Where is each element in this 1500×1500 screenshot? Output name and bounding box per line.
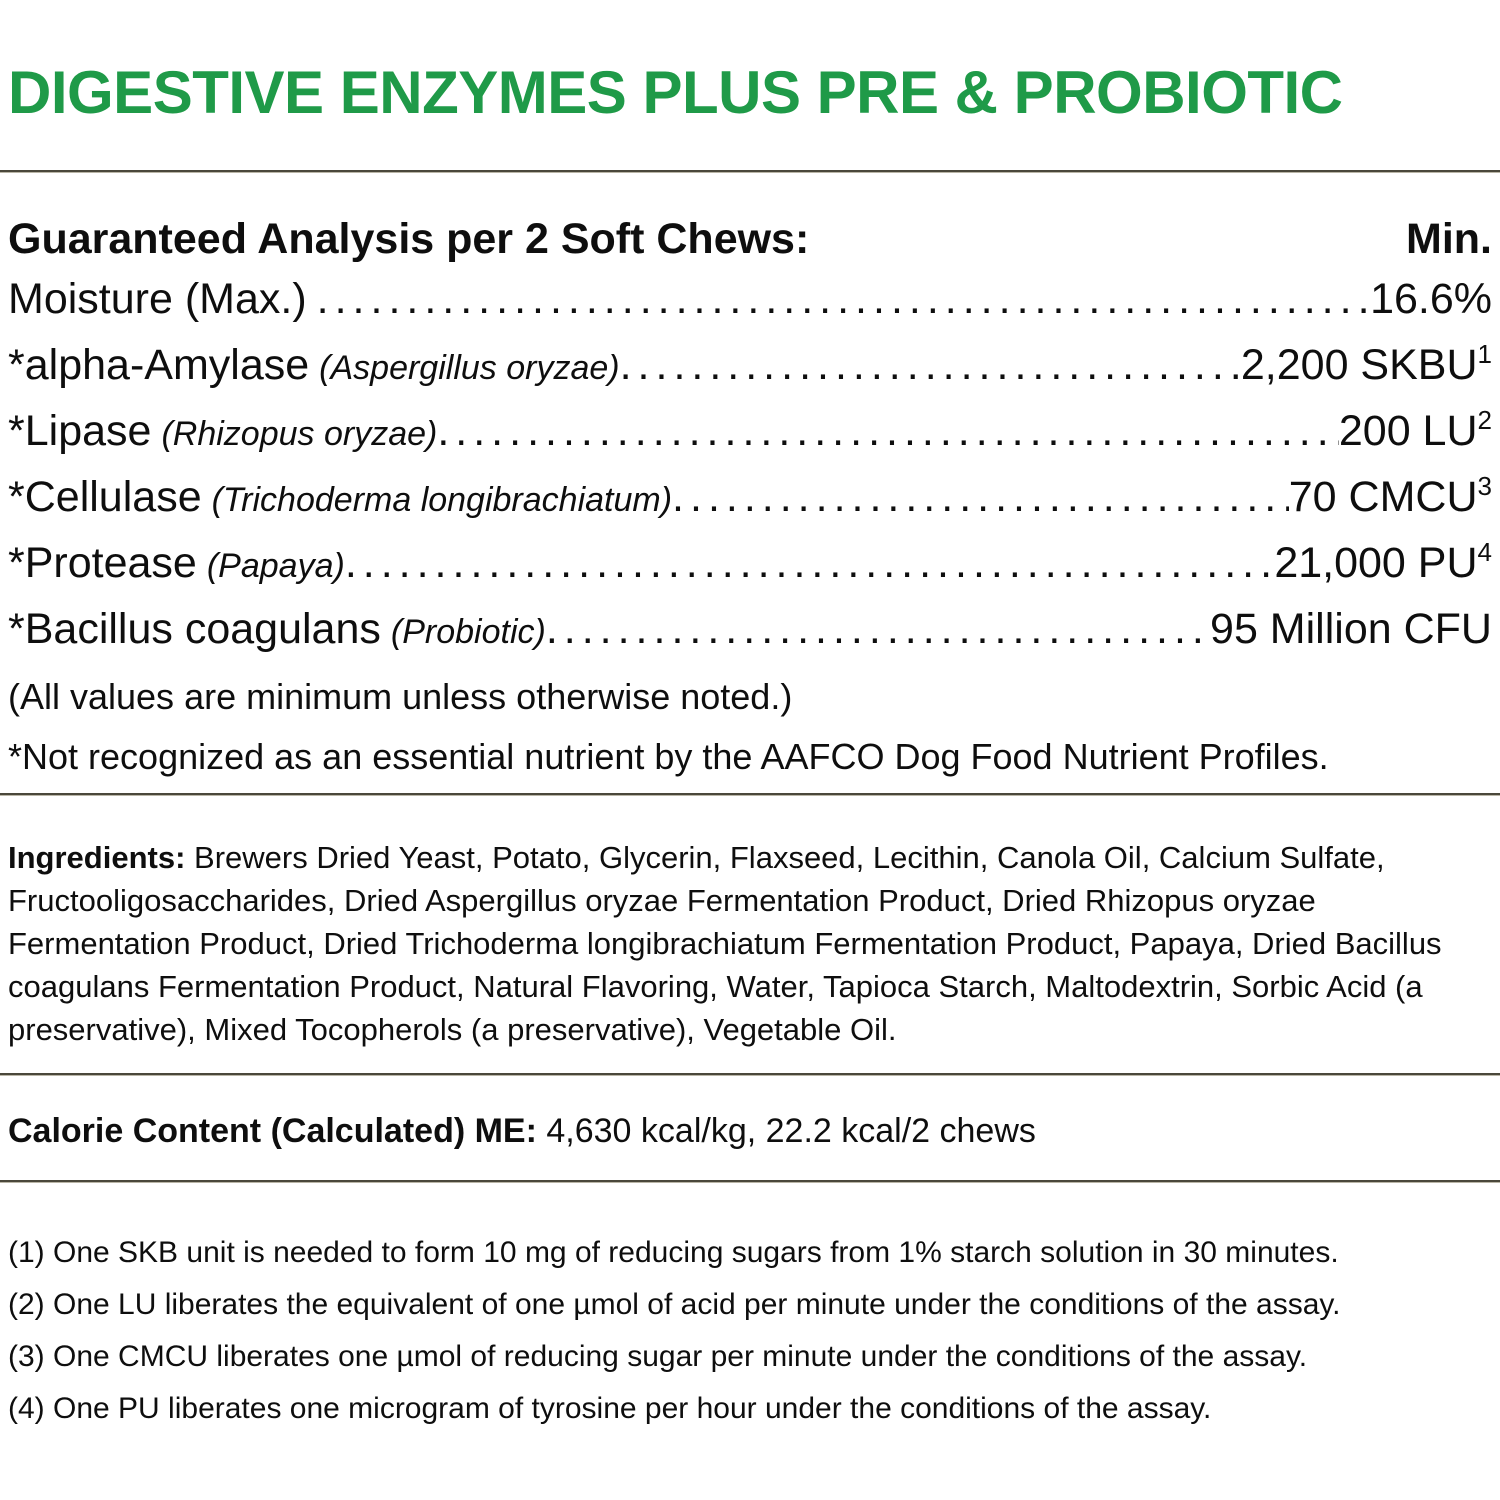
row-label: *alpha-Amylase bbox=[8, 341, 310, 389]
row-label: Moisture (Max.) bbox=[8, 275, 307, 323]
dot-leader bbox=[345, 533, 1275, 594]
aafco-note: *Not recognized as an essential nutrient by the AAFCO Dog Food Nutrient Profiles. bbox=[8, 736, 1329, 777]
label-panel bbox=[0, 60, 1500, 1435]
row-species: (Papaya) bbox=[206, 547, 345, 585]
footnote-marker: 1 bbox=[1477, 339, 1492, 369]
guaranteed-analysis-header bbox=[8, 209, 1492, 269]
dot-leader bbox=[317, 269, 1370, 330]
calorie-content-line bbox=[8, 1108, 1492, 1154]
row-species: (Trichoderma longibrachiatum) bbox=[211, 481, 673, 519]
table-row bbox=[8, 599, 1492, 665]
table-row bbox=[8, 401, 1492, 467]
guaranteed-analysis-table bbox=[8, 269, 1492, 665]
row-species: (Rhizopus oryzae) bbox=[161, 415, 438, 453]
footnote-skb: (1) One SKB unit is needed to form 10 mg of reducing sugars from 1% starch solution in 30 minutes. bbox=[8, 1236, 1339, 1269]
table-row bbox=[8, 335, 1492, 401]
row-label: *Protease bbox=[8, 539, 197, 587]
table-row bbox=[8, 269, 1492, 335]
footnotes-section bbox=[8, 1227, 1492, 1435]
footnote-pu: (4) One PU liberates one microgram of tyrosine per hour under the conditions of the assay. bbox=[8, 1392, 1212, 1425]
table-row bbox=[8, 467, 1492, 533]
divider bbox=[0, 1180, 1500, 1183]
row-species: (Aspergillus oryzae) bbox=[319, 349, 620, 387]
row-value: 95 Million CFU bbox=[1210, 605, 1492, 653]
dot-leader bbox=[672, 467, 1289, 528]
dot-leader bbox=[620, 335, 1241, 396]
calorie-content-value: 4,630 kcal/kg, 22.2 kcal/2 chews bbox=[536, 1112, 1036, 1150]
table-row bbox=[8, 533, 1492, 599]
dot-leader bbox=[546, 599, 1210, 660]
footnote-marker: 3 bbox=[1477, 471, 1492, 501]
footnote-cmcu: (3) One CMCU liberates one µmol of reducing sugar per minute under the conditions of the assay. bbox=[8, 1340, 1308, 1373]
row-label: *Bacillus coagulans bbox=[8, 605, 381, 653]
row-value: 21,000 $PU^4$ bbox=[1274, 537, 1492, 587]
calorie-content-label: Calorie Content (Calculated) ME: bbox=[8, 1112, 537, 1150]
divider bbox=[0, 1073, 1500, 1076]
guaranteed-analysis-title: Guaranteed Analysis per 2 Soft Chews: bbox=[8, 215, 810, 263]
divider bbox=[0, 170, 1500, 173]
ingredients-label: Ingredients: bbox=[8, 840, 186, 875]
row-value: 2,200 SKBU$^1$ bbox=[1240, 339, 1492, 389]
ingredients-paragraph bbox=[8, 836, 1453, 1051]
minimum-values-note: (All values are minimum unless otherwise noted.) bbox=[8, 676, 793, 717]
dot-leader bbox=[437, 401, 1339, 462]
min-column-label: Min. bbox=[1406, 215, 1492, 263]
footnote-marker: 4 bbox=[1477, 537, 1492, 567]
row-value: 70 CMCU$^3$ bbox=[1288, 471, 1492, 521]
row-label: *Lipase bbox=[8, 407, 152, 455]
divider bbox=[0, 793, 1500, 796]
ingredients-text: Brewers Dried Yeast, Potato, Glycerin, Flaxseed, Lecithin, Canola Oil, Calcium Sulfate, Fructooligosaccharides, Dried Aspergillus oryzae Fermentation Product, Dried Rhizopus oryzae Fermentation Product, Dried Trichoderma longibrachiatum Fermentation Product, Papaya, Dried Bacillus coagulans Fermentation Product, Natural Flavoring, Water, Tapioca Starch, Maltodextrin, Sorbic Acid (a preservative), Mixed Tocopherols (a preservative), Vegetable Oil. bbox=[8, 840, 1442, 1047]
row-value: 16.6% bbox=[1370, 275, 1492, 323]
product-title: DIGESTIVE ENZYMES PLUS PRE & PROBIOTIC bbox=[8, 59, 1343, 126]
row-label: *Cellulase bbox=[8, 473, 202, 521]
footnote-marker: 2 bbox=[1477, 405, 1492, 435]
row-value: 200 $LU^2$ bbox=[1338, 405, 1492, 455]
footnote-lu: (2) One LU liberates the equivalent of one µmol of acid per minute under the conditions of the assay. bbox=[8, 1288, 1341, 1321]
row-species: (Probiotic) bbox=[390, 613, 546, 651]
